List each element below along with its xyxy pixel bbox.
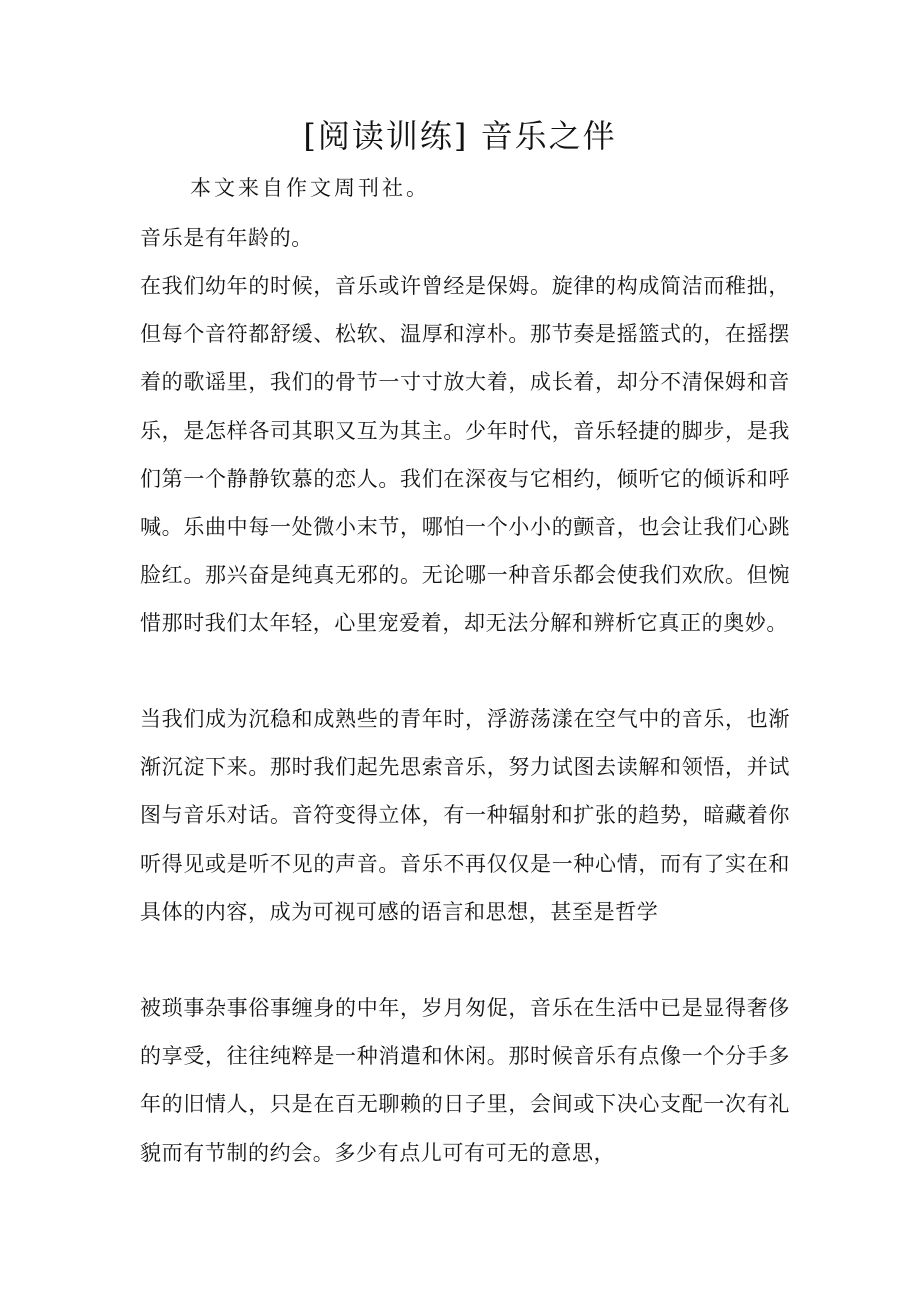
- paragraph-3: 当我们成为沉稳和成熟些的青年时，浮游荡漾在空气中的音乐，也渐渐沉淀下来。那时我们起先思索音乐，努力试图去读解和领悟，并试图与音乐对话。音符变得立体，有一种辐射和扩张的趋势，暗藏着你听得见或是听不见的声音。音乐不再仅仅是一种心情，而有了实在和具体的内容，成为可视可感的语言和思想，甚至是哲学: [140, 707, 790, 924]
- paragraph-4: 被琐事杂事俗事缠身的中年，岁月匆促，音乐在生活中已是显得奢侈的享受，往往纯粹是一种消遣和休闲。那时候音乐有点像一个分手多年的旧情人，只是在百无聊赖的日子里，会间或下决心支配一次有礼貌而有节制的约会。多少有点儿可有可无的意思，: [140, 996, 790, 1165]
- article-source: 本文来自作文周刊社。: [190, 176, 430, 200]
- paragraph-1: 音乐是有年龄的。: [140, 226, 313, 250]
- article-title: [阅读训练] 音乐之伴: [303, 117, 617, 155]
- paragraph-2: 在我们幼年的时候，音乐或许曾经是保姆。旋律的构成简洁而稚拙，但每个音符都舒缓、松软、温厚和淳朴。那节奏是摇篮式的，在摇摆着的歌谣里，我们的骨节一寸寸放大着，成长着，却分不清保姆和音乐，是怎样各司其职又互为其主。少年时代，音乐轻捷的脚步，是我们第一个静静钦慕的恋人。我们在深夜与它相约，倾听它的倾诉和呼喊。乐曲中每一处微小末节，哪怕一个小小的颤音，也会让我们心跳脸红。那兴奋是纯真无邪的。无论哪一种音乐都会使我们欢欣。但惋惜那时我们太年轻，心里宠爱着，却无法分解和辨析它真正的奥妙。: [140, 274, 790, 636]
